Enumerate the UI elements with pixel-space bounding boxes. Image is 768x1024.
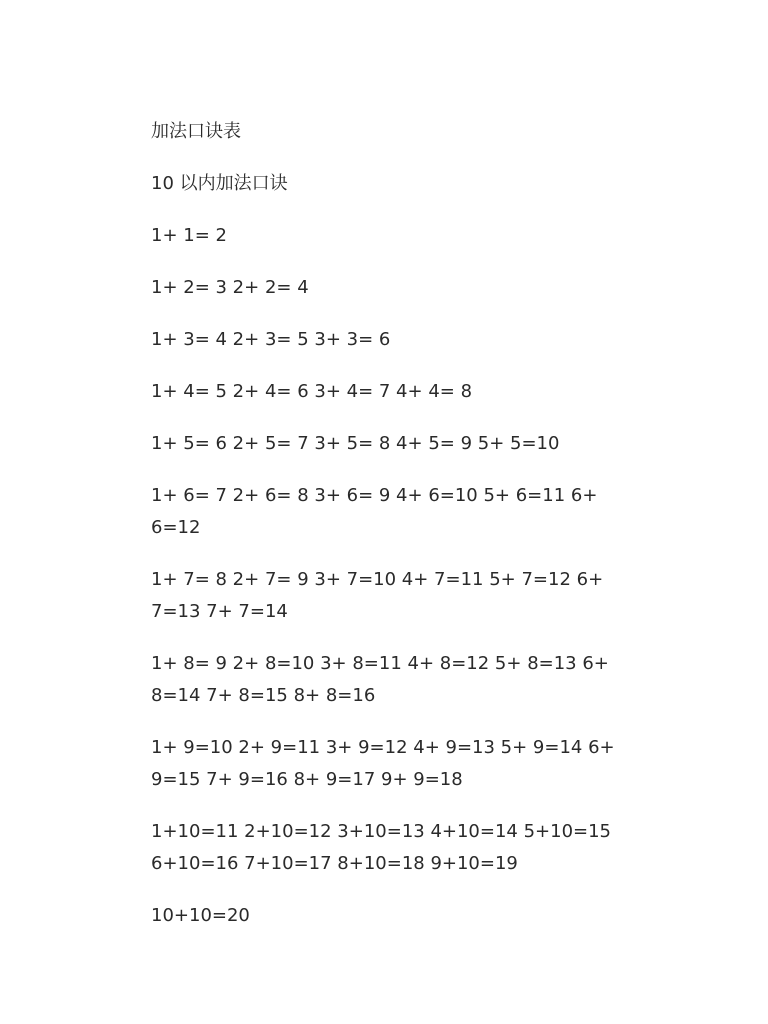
addition-row-8: 1+ 8= 9 2+ 8=10 3+ 8=11 4+ 8=12 5+ 8=13 6+ 8=14 7+ 8=15 8+ 8=16 <box>151 653 609 706</box>
addition-row-3: 1+ 3= 4 2+ 3= 5 3+ 3= 6 <box>151 329 391 350</box>
addition-row-9: 1+ 9=10 2+ 9=11 3+ 9=12 4+ 9=13 5+ 9=14 6+ 9=15 7+ 9=16 8+ 9=17 9+ 9=18 <box>151 737 615 790</box>
addition-row-7: 1+ 7= 8 2+ 7= 9 3+ 7=10 4+ 7=11 5+ 7=12 6+ 7=13 7+ 7=14 <box>151 569 604 622</box>
document-content <box>151 116 631 952</box>
addition-row-5: 1+ 5= 6 2+ 5= 7 3+ 5= 8 4+ 5= 9 5+ 5=10 <box>151 433 560 454</box>
document-title: 加法口诀表 <box>151 121 241 142</box>
addition-row-4: 1+ 4= 5 2+ 4= 6 3+ 4= 7 4+ 4= 8 <box>151 381 473 402</box>
addition-row-11: 10+10=20 <box>151 905 250 926</box>
addition-row-10: 1+10=11 2+10=12 3+10=13 4+10=14 5+10=15 6+10=16 7+10=17 8+10=18 9+10=19 <box>151 821 612 874</box>
addition-row-6: 1+ 6= 7 2+ 6= 8 3+ 6= 9 4+ 6=10 5+ 6=11 6+ 6=12 <box>151 485 598 538</box>
addition-row-1: 1+ 1= 2 <box>151 225 227 246</box>
addition-row-2: 1+ 2= 3 2+ 2= 4 <box>151 277 309 298</box>
section-heading: 10 以内加法口诀 <box>151 173 288 194</box>
